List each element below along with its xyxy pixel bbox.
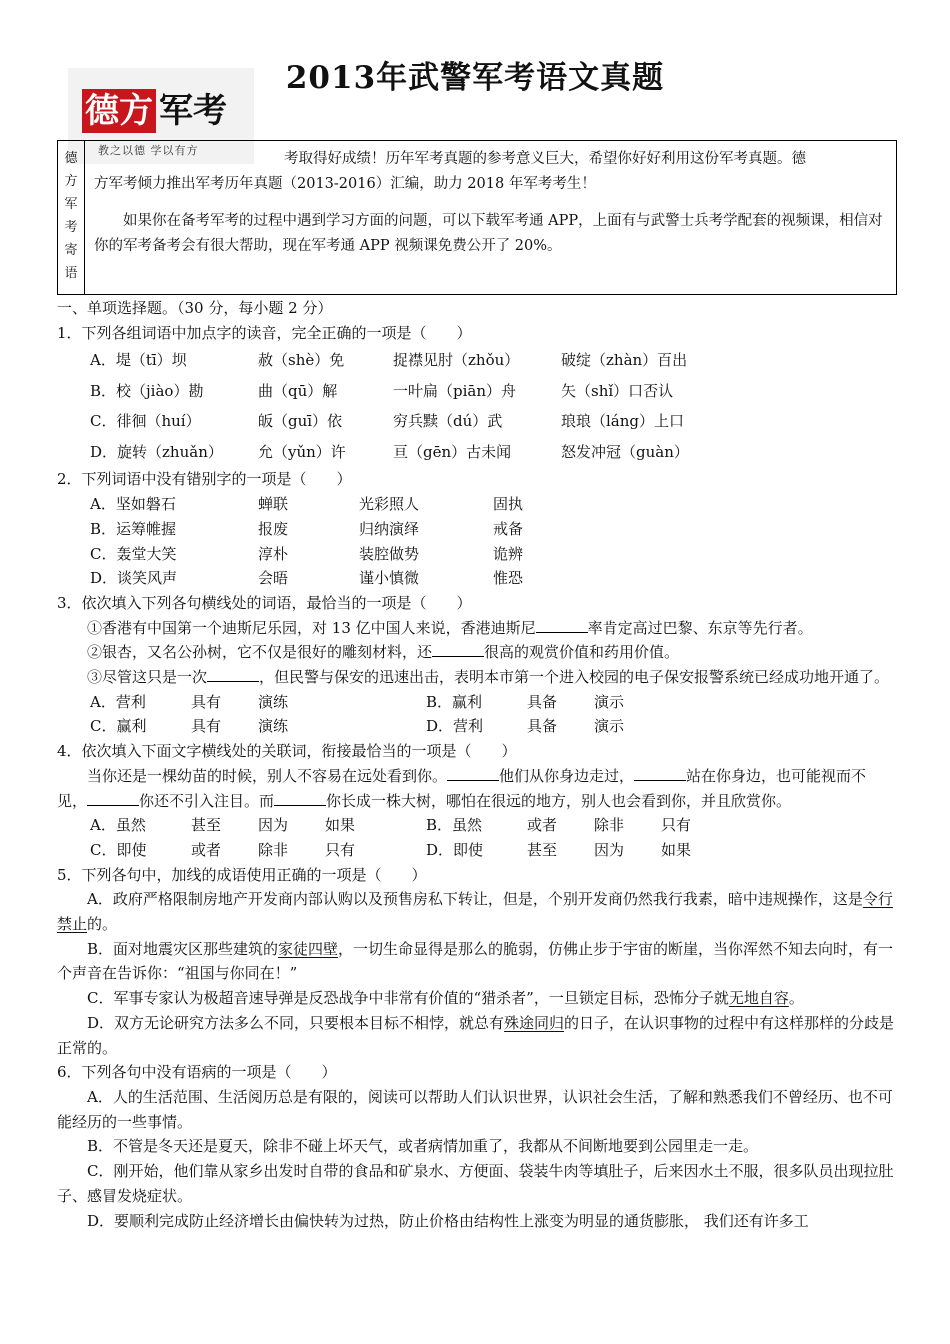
- option-item: A．虽然: [90, 816, 146, 835]
- underlined-idiom: 令行禁止: [57, 890, 893, 934]
- option-paragraph: C．刚开始，他们靠从家乡出发时自带的食品和矿泉水、方便面、袋装牛肉等填肚子，后来因水土不服，很多队员出现拉肚子、感冒发烧症状。: [57, 1162, 894, 1205]
- option-item: 矢（shǐ）口否认: [561, 381, 674, 400]
- option-item: 捉襟见肘（zhǒu）: [393, 351, 520, 370]
- option-paragraph: C．军事专家认为极超音速导弹是反恐战争中非常有价值的“猎杀者”，一旦锁定目标，恐怖分子就无地自容。: [87, 989, 804, 1008]
- option-paragraph: D．双方无论研究方法多么不同，只要根本目标不相悖，就总有殊途同归的日子，在认识事物的过程中有这样那样的分歧是正常的。: [57, 1013, 895, 1057]
- section-heading: 一、单项选择题。（30 分，每小题 2 分）: [57, 299, 333, 317]
- option-item: D．旋转（zhuǎn）: [90, 442, 223, 461]
- option-item: 惟恐: [493, 569, 524, 588]
- underlined-idiom: 家徒四壁: [278, 939, 339, 958]
- answer-blank: [536, 617, 588, 633]
- logo-brand-right: 军考: [159, 91, 227, 131]
- answer-blank: [447, 765, 499, 781]
- option-item: D．即使: [426, 840, 484, 859]
- option-item: 除非: [594, 816, 625, 835]
- option-item: 具备: [527, 717, 558, 736]
- question-stem: 6．下列各句中没有语病的一项是（ ）: [57, 1063, 337, 1082]
- option-paragraph: D．要顺利完成防止经济增长由偏快转为过热，防止价格由结构性上涨变为明显的通货膨胀， 我们还有许多工: [87, 1211, 809, 1230]
- side-char: 寄: [64, 243, 78, 258]
- side-char: 德: [64, 151, 78, 166]
- option-item: 亘（gēn）古未闻: [393, 442, 512, 461]
- underlined-idiom: 殊途同归: [504, 1013, 565, 1032]
- answer-blank: [634, 765, 686, 781]
- side-char: 军: [64, 197, 78, 212]
- exam-content: [57, 296, 895, 1233]
- question-stem: 4．依次填入下面文字横线处的关联词，衔接最恰当的一项是（ ）: [57, 742, 517, 761]
- option-item: C．轰堂大笑: [90, 544, 177, 563]
- option-item: B．虽然: [426, 816, 483, 835]
- option-item: 甚至: [527, 840, 558, 859]
- sentence: ②银杏，又名公孙树，它不仅是很好的雕刻材料，还 很高的观赏价值和药用价值。: [87, 643, 680, 662]
- answer-blank: [87, 790, 139, 806]
- option-item: 或者: [191, 840, 222, 859]
- option-item: D．谈笑风声: [90, 569, 178, 588]
- option-item: 允（yǔn）许: [258, 442, 346, 461]
- option-item: 皈（guī）依: [258, 412, 343, 431]
- option-item: 赦（shè）免: [258, 351, 345, 370]
- option-item: 淳朴: [258, 544, 289, 563]
- option-item: 戒备: [493, 519, 524, 538]
- option-item: 曲（qū）解: [258, 381, 338, 400]
- notice-side-label: [58, 141, 85, 294]
- option-item: 蝉联: [258, 495, 289, 514]
- option-paragraph: A．政府严格限制房地产开发商内部认购以及预售房私下转让，但是，个别开发商仍然我行我素，暗中违规操作，这是令行禁止的。: [57, 890, 893, 934]
- option-item: 破绽（zhàn）百出: [561, 351, 688, 370]
- notice-box: [57, 140, 897, 295]
- option-item: 甚至: [191, 816, 222, 835]
- notice-paragraph: 如果你在备考军考的过程中遇到学习方面的问题，可以下载军考通 APP，上面有与武警士兵考学配套的视频课，相信对你的军考备考会有很大帮助，现在军考通 APP 视频课免费公开了 20%。: [94, 213, 883, 254]
- option-item: A．堤（tī）坝: [90, 351, 187, 370]
- option-item: 因为: [258, 816, 289, 835]
- option-row: [57, 714, 895, 739]
- option-item: 具备: [527, 692, 558, 711]
- option-row: [57, 437, 895, 468]
- option-item: 只有: [661, 816, 692, 835]
- option-row: [57, 492, 895, 517]
- option-item: 固执: [493, 495, 524, 514]
- option-row: [57, 406, 895, 437]
- option-item: 演练: [258, 717, 289, 736]
- notice-body: [94, 147, 888, 259]
- option-item: A．营利: [90, 692, 146, 711]
- option-item: 具有: [191, 717, 222, 736]
- question-stem: 3．依次填入下列各句横线处的词语，最恰当的一项是（ ）: [57, 593, 472, 612]
- option-item: 光彩照人: [359, 495, 420, 514]
- notice-line: 考取得好成绩！历年军考真题的参考意义巨大，希望你好好利用这份军考真题。德: [284, 151, 806, 167]
- option-item: D．营利: [426, 717, 484, 736]
- option-item: C．赢利: [90, 717, 147, 736]
- option-item: 穷兵黩（dú）武: [393, 412, 503, 431]
- passage: 当你还是一棵幼苗的时候，别人不容易在远处看到你。 他们从你身边走过， 站在你身边，也可能视而不见， 你还不引入注目。而 你长成一株大树，哪怕在很远的地方，别人也会看到你，并且欣赏你。: [57, 766, 867, 810]
- option-item: 如果: [325, 816, 356, 835]
- option-item: B．运筹帷握: [90, 519, 177, 538]
- option-row: [57, 376, 895, 407]
- option-item: 报废: [258, 519, 289, 538]
- answer-blank: [207, 666, 259, 682]
- side-char: 语: [64, 266, 78, 281]
- option-item: B．校（jiào）勘: [90, 381, 204, 400]
- sentence: ①香港有中国第一个迪斯尼乐园，对 13 亿中国人来说，香港迪斯尼 率肯定高过巴黎、东京等先行者。: [87, 618, 813, 637]
- option-item: 谨小慎微: [359, 569, 420, 588]
- side-char: 方: [64, 174, 78, 189]
- option-item: 琅琅（láng）上口: [561, 412, 685, 431]
- option-item: 演练: [258, 692, 289, 711]
- option-item: C．徘徊（huí）: [90, 412, 201, 431]
- option-row: [57, 542, 895, 567]
- option-row: [57, 517, 895, 542]
- option-paragraph: B．不管是冬天还是夏天，除非不碰上坏天气，或者病情加重了，我都从不间断地要到公园里走一走。: [87, 1137, 759, 1156]
- logo-slogan: 教之以德 学以有方: [98, 144, 199, 157]
- option-item: 装腔做势: [359, 544, 420, 563]
- option-item: 怒发冲冠（guàn）: [561, 442, 689, 461]
- option-row: [57, 838, 895, 863]
- question-stem: 5．下列各句中，加线的成语使用正确的一项是（ ）: [57, 865, 427, 884]
- option-item: 一叶扁（piān）舟: [393, 381, 517, 400]
- option-item: 如果: [661, 840, 692, 859]
- logo-brand-left: 德方: [82, 89, 156, 133]
- question-stem: 1．下列各组词语中加点字的读音，完全正确的一项是（ ）: [57, 323, 472, 342]
- option-row: [57, 813, 895, 838]
- option-item: 因为: [594, 840, 625, 859]
- option-item: C．即使: [90, 840, 147, 859]
- option-paragraph: A．人的生活范围、生活阅历总是有限的，阅读可以帮助人们认识世界，认识社会生活，了解和熟悉我们不曾经历、也不可能经历的一些事情。: [57, 1087, 893, 1131]
- notice-line: 方军考倾力推出军考历年真题（2013-2016）汇编，助力 2018 年军考考生！: [94, 176, 596, 192]
- option-paragraph: B．面对地震灾区那些建筑的家徒四壁，一切生命显得是那么的脆弱，仿佛止步于宇宙的断崖，当你浑然不知去向时，有一个声音在告诉你：“祖国与你同在！”: [57, 939, 894, 983]
- option-item: 诡辨: [493, 544, 524, 563]
- option-row: [57, 690, 895, 715]
- option-item: 会晤: [258, 569, 289, 588]
- option-item: 或者: [527, 816, 558, 835]
- option-item: 归纳演绎: [359, 519, 420, 538]
- option-item: 演示: [594, 692, 625, 711]
- side-char: 考: [64, 220, 78, 235]
- option-row: [57, 345, 895, 376]
- option-item: 演示: [594, 717, 625, 736]
- option-item: B．赢利: [426, 692, 483, 711]
- option-item: A．坚如磐石: [90, 495, 176, 514]
- option-item: 具有: [191, 692, 222, 711]
- underlined-idiom: 无地自容: [728, 989, 789, 1008]
- answer-blank: [432, 641, 484, 657]
- option-row: [57, 566, 895, 591]
- page-title: 2013年武警军考语文真题: [285, 60, 665, 96]
- question-stem: 2．下列词语中没有错别字的一项是（ ）: [57, 470, 352, 489]
- answer-blank: [274, 790, 326, 806]
- sentence: ③尽管这只是一次 ，但民警与保安的迅速出击，表明本市第一个进入校园的电子保安报警系统已经成功地开通了。: [87, 668, 890, 687]
- option-item: 只有: [325, 840, 356, 859]
- option-item: 除非: [258, 840, 289, 859]
